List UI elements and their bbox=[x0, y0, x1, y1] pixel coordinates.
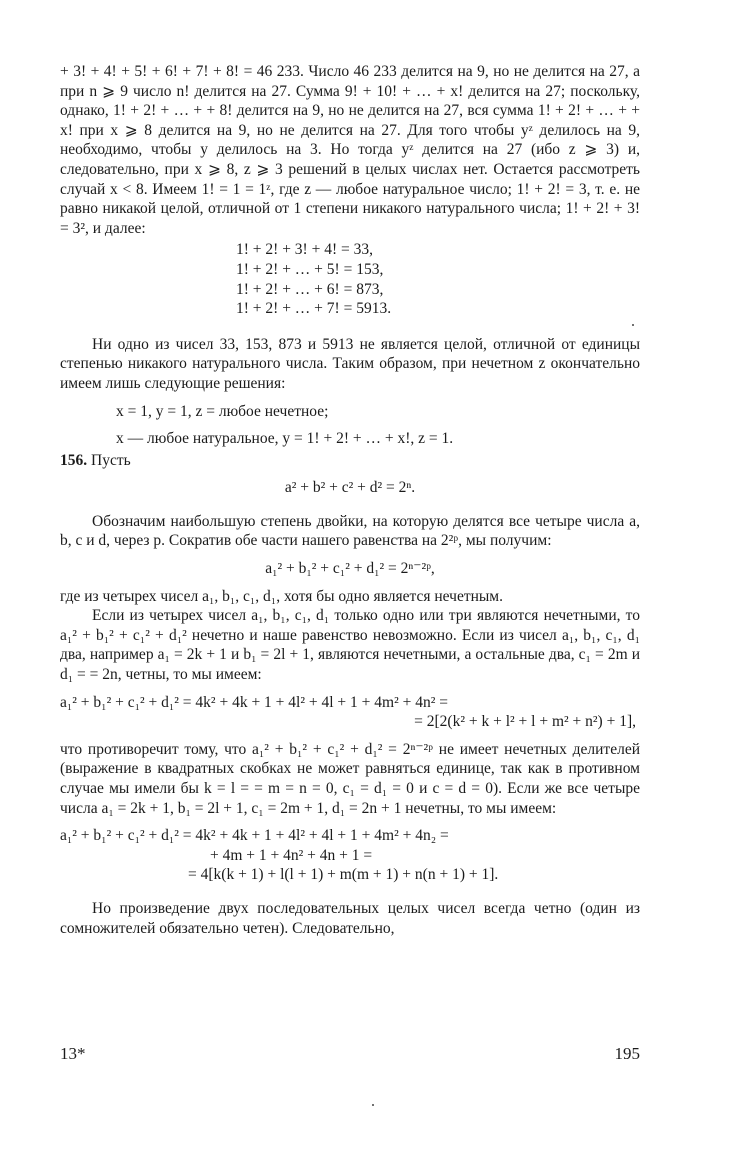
equation-main: a² + b² + c² + d² = 2ⁿ. bbox=[284, 479, 416, 497]
page-text-column bbox=[60, 62, 640, 938]
equation-four-odd-line-2: + 4m + 1 + 4n² + 4n + 1 = bbox=[210, 846, 373, 864]
equation-reduced: a₁² + b₁² + c₁² + d₁² = 2ⁿ⁻²ᵖ, bbox=[265, 560, 435, 578]
factorial-sum-line: 1! + 2! + 3! + 4! = 33, bbox=[236, 241, 373, 259]
problem-intro: Пусть bbox=[91, 451, 131, 469]
factorial-sum-line: 1! + 2! + … + 5! = 153, bbox=[236, 260, 384, 278]
solution-line-1: x = 1, y = 1, z = любое нечетное; bbox=[116, 402, 329, 420]
factorial-sum-line: 1! + 2! + … + 7! = 5913. bbox=[236, 300, 392, 318]
signature-mark: 13* bbox=[60, 1044, 86, 1063]
paragraph-odd-cases: Если из четырех чисел a₁, b₁, c₁, d₁ только одно или три являются нечетными, то a₁² + b₁² + c₁² + d₁² нечетно и наше равенство невозможно. Если из чисел a₁, b₁, c₁, d₁ два, например a₁ = 2k + 1 и b₁ = 2l + 1, являются нечетными, а остальные два, c₁ = 2m и d₁ = = 2n, четны, то мы имеем: bbox=[60, 607, 640, 684]
print-speck bbox=[372, 1104, 374, 1106]
equation-two-odd-line-1: a₁² + b₁² + c₁² + d₁² = 4k² + 4k + 1 + 4l² + 4l + 1 + 4m² + 4n² = bbox=[60, 693, 448, 711]
paragraph-odd-exists: где из четырех чисел a₁, b₁, c₁, d₁, хотя бы одно является нечетным. bbox=[60, 587, 503, 605]
paragraph-consecutive-product: Но произведение двух последовательных целых чисел всегда четно (один из сомножителей обязательно четен). Следовательно, bbox=[60, 899, 640, 937]
solution-line-2: x — любое натуральное, y = 1! + 2! + … + x!, z = 1. bbox=[116, 430, 454, 448]
equation-four-odd-line-1: a₁² + b₁² + c₁² + d₁² = 4k² + 4k + 1 + 4l² + 4l + 1 + 4m² + 4n₂ = bbox=[60, 827, 449, 845]
factorial-sum-line: 1! + 2! + … + 6! = 873, bbox=[236, 280, 384, 298]
equation-four-odd-line-3: = 4[k(k + 1) + l(l + 1) + m(m + 1) + n(n + 1) + 1]. bbox=[188, 866, 499, 884]
page-number: 195 bbox=[614, 1044, 640, 1063]
print-speck bbox=[632, 324, 634, 326]
paragraph-factorial-divisibility: + 3! + 4! + 5! + 6! + 7! + 8! = 46 233. Число 46 233 делится на 9, но не делится на 27, а при n ⩾ 9 число n! делится на 27. Сумма 9! + 10! + … + x! делится на 27; поскольку, однако, 1! + 2! + … + + 8! делится на 9, но не делится на 27, вся сумма 1! + 2! + … + + x! при x ⩾ 8 делится на 9, но не делится на 27. Для того чтобы yᶻ делилось на 9, необходимо, чтобы y делилось на 3. Но тогда yᶻ делится на 27 (ибо z ⩾ 3) и, следовательно, при x ⩾ 8, z ⩾ 3 решений в целых числах нет. Остается рассмотреть случай x < 8. Имеем 1! = 1 = 1ᶻ, где z — любое натуральное число; 1! + 2! = 3, т. е. не равно никакой целой, отличной от 1 степени никакого натурального числа; 1! + 2! + 3! = 3², и далее: bbox=[60, 63, 640, 237]
problem-156-heading bbox=[60, 451, 640, 471]
factorial-sums-block bbox=[60, 240, 640, 318]
equation-two-odd-line-2: = 2[2(k² + k + l² + l + m² + n²) + 1], bbox=[414, 713, 636, 731]
problem-number: 156. bbox=[60, 451, 88, 469]
paragraph-contradiction: что противоречит тому, что a₁² + b₁² + c₁² + d₁² = 2ⁿ⁻²ᵖ не имеет нечетных делителей (выражение в квадратных скобках не может равняться единице, так как в противном случае мы имели бы k = l = = m = n = 0, c₁ = d₁ = 0 и c = d = 0). Если же все четыре числа a₁ = 2k + 1, b₁ = 2l + 1, c₁ = 2m + 1, d₁ = 2n + 1 нечетны, то мы имеем: bbox=[60, 740, 640, 817]
paragraph-max-power: Обозначим наибольшую степень двойки, на которую делятся все четыре числа a, b, c и d, через p. Сократив обе части нашего равенства на 2²ᵖ, мы получим: bbox=[60, 512, 640, 550]
paragraph-no-powers: Ни одно из чисел 33, 153, 873 и 5913 не является целой, отличной от единицы степенью никакого натурального числа. Таким образом, при нечетном z окончательно имеем лишь следующие решения: bbox=[60, 335, 640, 392]
